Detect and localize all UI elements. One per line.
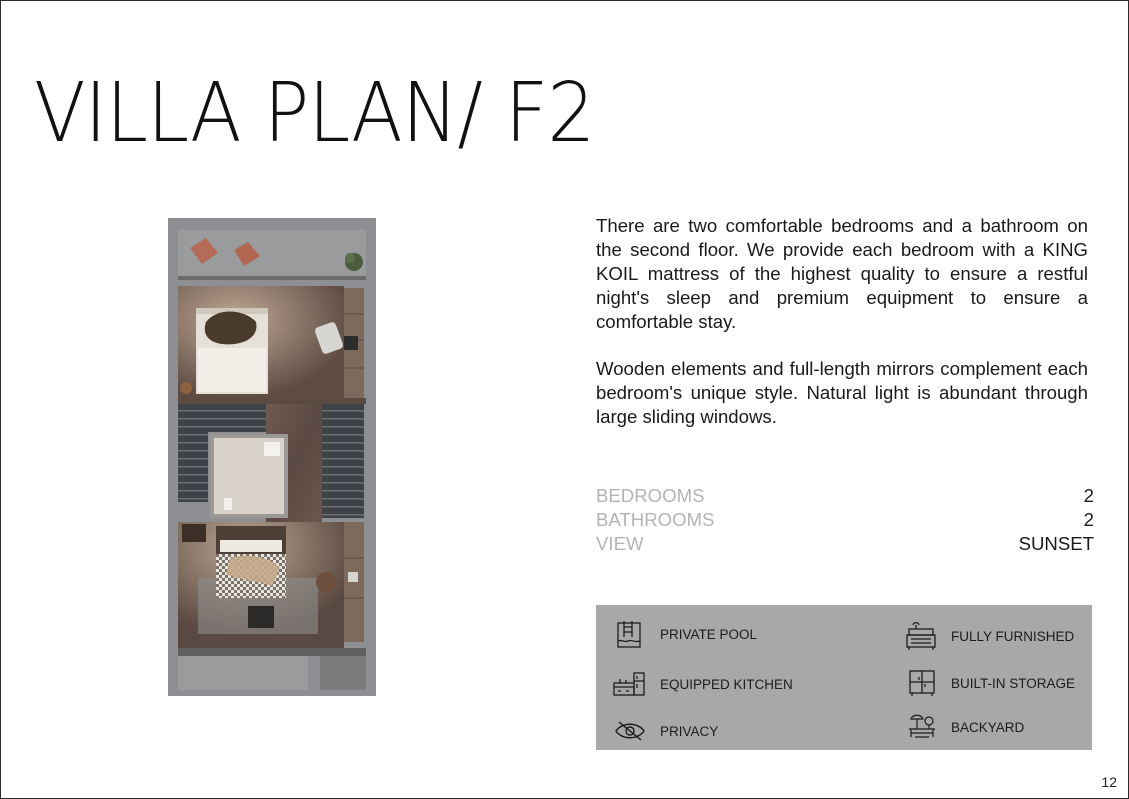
pool-ladder-icon xyxy=(614,619,646,649)
spec-row-bathrooms xyxy=(596,508,1094,532)
amenity-privacy xyxy=(614,719,718,743)
amenity-label: BACKYARD xyxy=(951,719,1025,735)
spec-label: VIEW xyxy=(596,533,644,554)
spec-label: BATHROOMS xyxy=(596,509,715,530)
amenity-label: BUILT-IN STORAGE xyxy=(951,675,1076,691)
amenity-label: PRIVATE POOL xyxy=(660,626,758,642)
floor-description xyxy=(596,214,1088,452)
spec-row-bedrooms xyxy=(596,484,1094,508)
page-number: 12 xyxy=(1101,774,1117,790)
amenity-fully-furnished xyxy=(905,621,1074,651)
eye-off-icon xyxy=(614,719,646,743)
description-paragraph: There are two comfortable bedrooms and a bathroom on the second floor. We provide each bedroom with a KING KOIL mattress of the highest quality to ensure a restful night's sleep and premium equipment to ensure a comfortable stay. xyxy=(596,215,1088,332)
wardrobe-icon xyxy=(907,669,937,697)
page-title: VILLA PLAN/ F2 xyxy=(34,66,595,161)
garden-icon xyxy=(907,713,937,741)
amenities-panel xyxy=(596,605,1092,750)
spec-value: 2 xyxy=(1083,485,1094,506)
spec-label: BEDROOMS xyxy=(596,485,705,506)
specs-list xyxy=(596,484,1094,556)
amenity-label: FULLY FURNISHED xyxy=(951,628,1075,644)
furniture-icon xyxy=(905,621,937,651)
amenity-label: PRIVACY xyxy=(660,723,719,739)
spec-value: 2 xyxy=(1083,509,1094,530)
amenity-equipped-kitchen xyxy=(612,671,793,697)
description-paragraph: Wooden elements and full-length mirrors complement each bedroom's unique style. Natural light is abundant through large sliding windows. xyxy=(596,358,1088,427)
amenity-backyard xyxy=(907,713,1024,741)
floor-plan-image xyxy=(168,218,376,696)
spec-value: SUNSET xyxy=(1018,533,1094,554)
kitchen-icon xyxy=(612,671,646,697)
amenity-built-in-storage xyxy=(907,669,1075,697)
spec-row-view xyxy=(596,532,1094,556)
amenity-private-pool xyxy=(614,619,757,649)
amenity-label: EQUIPPED KITCHEN xyxy=(660,676,793,692)
